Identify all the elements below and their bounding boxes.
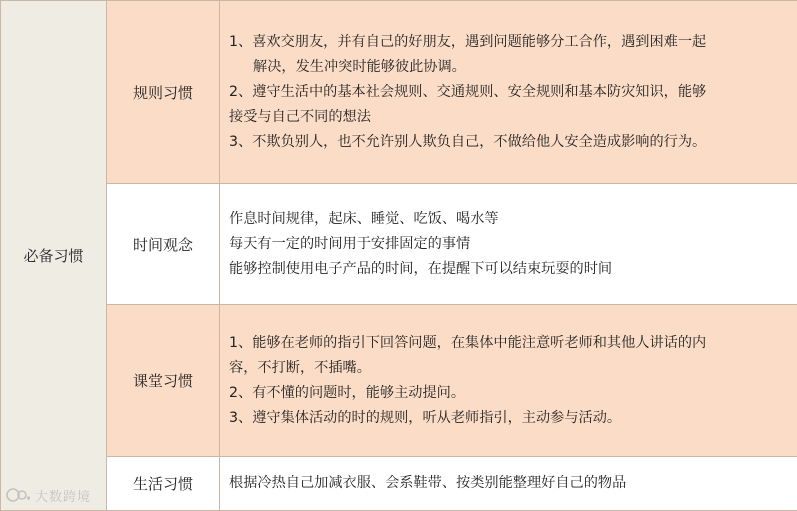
- table-row-time: [1, 184, 797, 305]
- content-line: 解决，发生冲突时能够彼此协调。: [229, 55, 789, 80]
- content-line: 2、遵守生活中的基本社会规则、交通规则、安全规则和基本防灾知识，能够: [229, 80, 789, 105]
- table-row-classroom: [1, 305, 797, 457]
- row-label-cell: [107, 184, 220, 305]
- row-label-rules: 规则习惯: [133, 84, 193, 102]
- table-row-living: [1, 457, 797, 511]
- table-row-rules: [1, 1, 797, 184]
- row-label-cell: [107, 457, 220, 511]
- row-content-classroom: [220, 305, 797, 457]
- row-content-time: [220, 184, 797, 305]
- watermark: [6, 484, 91, 506]
- category-cell: [1, 1, 107, 511]
- row-content-living: [220, 457, 797, 511]
- row-label-time: 时间观念: [133, 236, 193, 254]
- brand-logo-icon: [6, 486, 32, 504]
- content-line: 每天有一定的时间用于安排固定的事情: [229, 232, 789, 257]
- content-line: 接受与自己不同的想法: [229, 105, 789, 130]
- category-label: 必备习惯: [23, 247, 83, 265]
- watermark-text: 大数跨境: [35, 486, 91, 505]
- row-label-cell: [107, 1, 220, 184]
- row-label-living: 生活习惯: [133, 475, 193, 493]
- content-line: 根据冷热自己加减衣服、会系鞋带、按类别能整理好自己的物品: [229, 471, 789, 496]
- row-label-classroom: 课堂习惯: [133, 372, 193, 390]
- content-line: 2、有不懂的问题时，能够主动提问。: [229, 381, 789, 406]
- content-line: 作息时间规律，起床、睡觉、吃饭、喝水等: [229, 207, 789, 232]
- content-line: 容，不打断，不插嘴。: [229, 356, 789, 381]
- content-line: 1、能够在老师的指引下回答问题，在集体中能注意听老师和其他人讲话的内: [229, 331, 789, 356]
- row-content-rules: [220, 1, 797, 184]
- content-line: 能够控制使用电子产品的时间，在提醒下可以结束玩耍的时间: [229, 257, 789, 282]
- content-line: 3、不欺负别人，也不允许别人欺负自己，不做给他人安全造成影响的行为。: [229, 130, 789, 155]
- content-line: 3、遵守集体活动的时的规则，听从老师指引，主动参与活动。: [229, 406, 789, 431]
- row-label-cell: [107, 305, 220, 457]
- content-line: 1、喜欢交朋友，并有自己的好朋友，遇到问题能够分工合作，遇到困难一起: [229, 30, 789, 55]
